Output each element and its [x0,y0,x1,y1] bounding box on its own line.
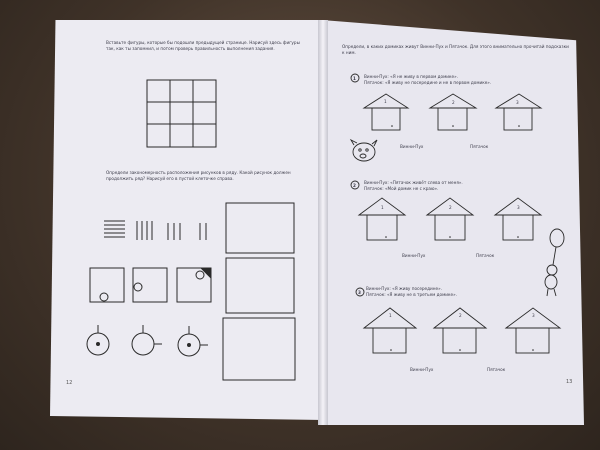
task1-house3-number: 3 [516,100,519,105]
answer-markers [385,125,534,351]
task2-houses [359,198,541,240]
task1-house2-number: 2 [452,100,455,105]
task3-piglet-label: Пятачок [487,367,506,372]
task1-house1-number: 1 [384,99,387,104]
task1-line2: Пятачок: «Я живу не посередине и не в первом домике». [364,80,492,85]
left-task1-text: Вставьте фигуры, которые бы подошли предыдущей странице. Нарисуй здесь фигуры так, как ты запомнил, и потом проверь правильность выполнения задания. [106,40,300,51]
task3-line2: Пятачок: «Я живу не в третьем домике». [366,292,457,297]
task3-house1-number: 1 [389,313,392,318]
task3-number-circle [356,288,364,296]
task1-piglet-label: Пятачок [470,144,489,149]
task1-line1: Винни-Пух: «Я не живу в первом домике». [364,74,458,79]
task3-line1: Винни-Пух: «Я живу посередине». [366,286,442,291]
task2-number-circle [351,181,359,189]
pooh-balloon-illustration [545,229,564,296]
task3-house2-number: 2 [459,313,462,318]
task2-house3-number: 3 [517,205,520,210]
right-page-number: 13 [566,379,573,385]
task2-piglet-label: Пятачок [476,253,495,258]
task1-number: 1 [353,76,356,81]
right-intro-text: Определи, в каких домиках живут Винни-Пух и Пятачок. Для этого внимательно прочитай подсказки к ним. [342,44,569,55]
left-task2-text: Определи закономерность расположения рисунков в ряду. Какой рисунок должен продолжить ряд? Нарисуй его в пустой клеточке справа. [106,170,291,181]
task2-line1: Винни-Пух: «Пятачок живёт слева от меня». [364,180,463,185]
task1-number-circle [351,74,359,82]
task3-houses [364,308,560,353]
task2-house2-number: 2 [449,205,452,210]
task2-number: 2 [353,183,356,188]
piglet-illustration [351,140,377,161]
task3-pooh-label: Винни-Пух [410,367,434,372]
task1-pooh-label: Винни-Пух [400,144,424,149]
task1-houses [364,94,541,130]
task2-line2: Пятачок: «Мой домик не с краю». [364,186,439,191]
left-page-number: 12 [66,380,73,386]
task3-number: 3 [358,290,361,295]
task2-house1-number: 1 [381,205,384,210]
task3-house3-number: 3 [532,313,535,318]
task2-pooh-label: Винни-Пух [402,253,426,258]
